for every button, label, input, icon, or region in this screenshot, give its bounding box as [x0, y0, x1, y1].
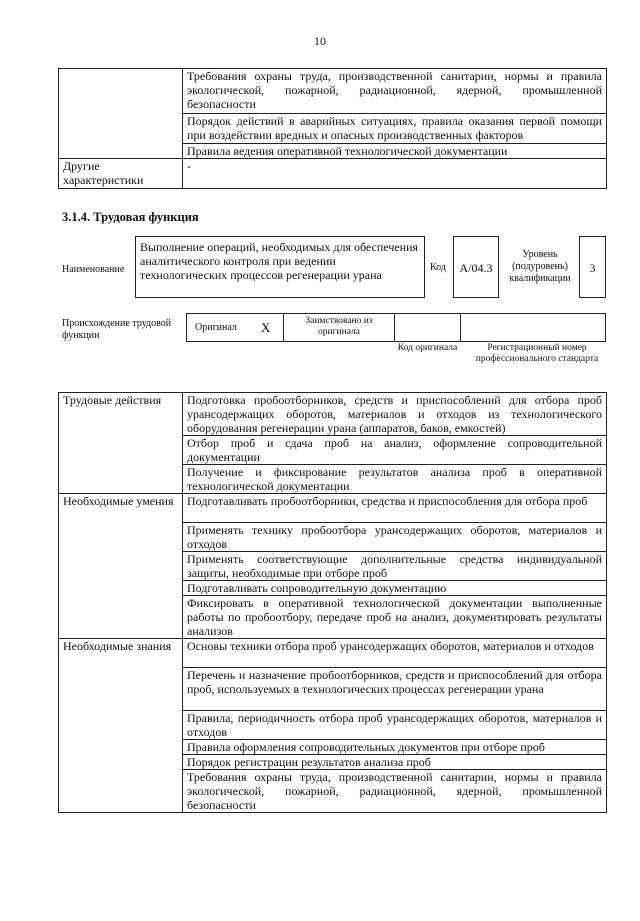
- divider: [283, 314, 284, 341]
- table-row: [59, 494, 607, 523]
- section-title: 3.1.4. Трудовая функция: [62, 210, 199, 224]
- table-cell: Отбор проб и сдача проб на анализ, оформление сопроводительной документации: [183, 436, 607, 465]
- level-label: Уровень (подуровень) квалификации: [509, 249, 571, 284]
- table-cell: Применять технику пробоотбора урансодержащих оборотов, материалов и отходов: [183, 523, 607, 552]
- divider: [394, 314, 395, 341]
- table-cell: Подготавливать сопроводительную документацию: [183, 581, 607, 596]
- table-cell: Требования охраны труда, производственной санитарии, нормы и правила экологической, пожарной, радиационной, ядерной, промышленной безопасности: [183, 770, 607, 813]
- table-row: [59, 69, 607, 114]
- continuation-table: [58, 68, 607, 189]
- row-label: Другие характеристики: [59, 159, 183, 189]
- table-row: [59, 639, 607, 668]
- function-name-box: Выполнение операций, необходимых для обеспечения аналитического контроля при ведении технологических процессов регенерации урана: [135, 236, 425, 298]
- table-cell: -: [183, 159, 607, 189]
- table-cell: Порядок регистрации результатов анализа проб: [183, 755, 607, 770]
- table-cell: Получение и фиксирование результатов анализа проб в оперативной технологической документации: [183, 465, 607, 494]
- level-value-box: 3: [579, 236, 606, 298]
- table-cell: Правила, периодичность отбора проб урансодержащих оборотов, материалов и отходов: [183, 711, 607, 740]
- table-cell: Подготовка пробоотборников, средств и приспособлений для отбора проб урансодержащих оборотов, материалов и отходов из технологического оборудования регенерации урана (аппаратов, баков, емкостей): [183, 393, 607, 436]
- origin-label: Происхождение трудовой функции: [62, 318, 172, 341]
- page-number: 10: [314, 34, 326, 48]
- table-cell: Требования охраны труда, производственной санитарии, нормы и правила экологической, пожарной, радиационной, ядерной, промышленной безопасности: [183, 69, 607, 114]
- table-cell: Правила ведения оперативной технологической документации: [183, 144, 607, 159]
- row-label: Необходимые умения: [59, 494, 183, 639]
- table-cell: Фиксировать в оперативной технологической документации выполненные работы по пробоотбору, передаче проб на анализ, документировать результаты анализов: [183, 596, 607, 639]
- function-code-box: А/04.3: [453, 236, 499, 298]
- row-label: Трудовые действия: [59, 393, 183, 494]
- table-cell: Применять соответствующие дополнительные средства индивидуальной защиты, необходимые при отборе проб: [183, 552, 607, 581]
- table-cell: Подготавливать пробоотборники, средства и приспособления для отбора проб: [183, 494, 607, 523]
- original-label: Оригинал: [195, 322, 237, 333]
- table-cell: Порядок действий в аварийных ситуациях, правила оказания первой помощи при воздействии вредных и опасных производственных факторов: [183, 114, 607, 144]
- name-label: Наименование: [62, 264, 125, 275]
- function-table: [58, 392, 607, 813]
- table-cell: Правила оформления сопроводительных документов при отборе проб: [183, 740, 607, 755]
- row-label: Необходимые знания: [59, 639, 183, 813]
- borrowed-label: Заимствовано из оригинала: [305, 316, 373, 337]
- table-row: [59, 393, 607, 436]
- code-label: Код: [430, 262, 446, 273]
- origin-box: [186, 313, 606, 342]
- code-caption: Код оригинала: [397, 343, 458, 353]
- original-mark: X: [261, 320, 271, 335]
- table-cell: Перечень и назначение пробоотборников, средств и приспособлений для отбора проб, используемых в технологических процессах регенерации урана: [183, 668, 607, 711]
- reg-caption: Регистрационный номер профессионального стандарта: [475, 343, 599, 364]
- divider: [460, 314, 461, 341]
- table-cell: Основы техники отбора проб урансодержащих оборотов, материалов и отходов: [183, 639, 607, 668]
- table-row: [59, 159, 607, 189]
- row-label: [59, 69, 183, 159]
